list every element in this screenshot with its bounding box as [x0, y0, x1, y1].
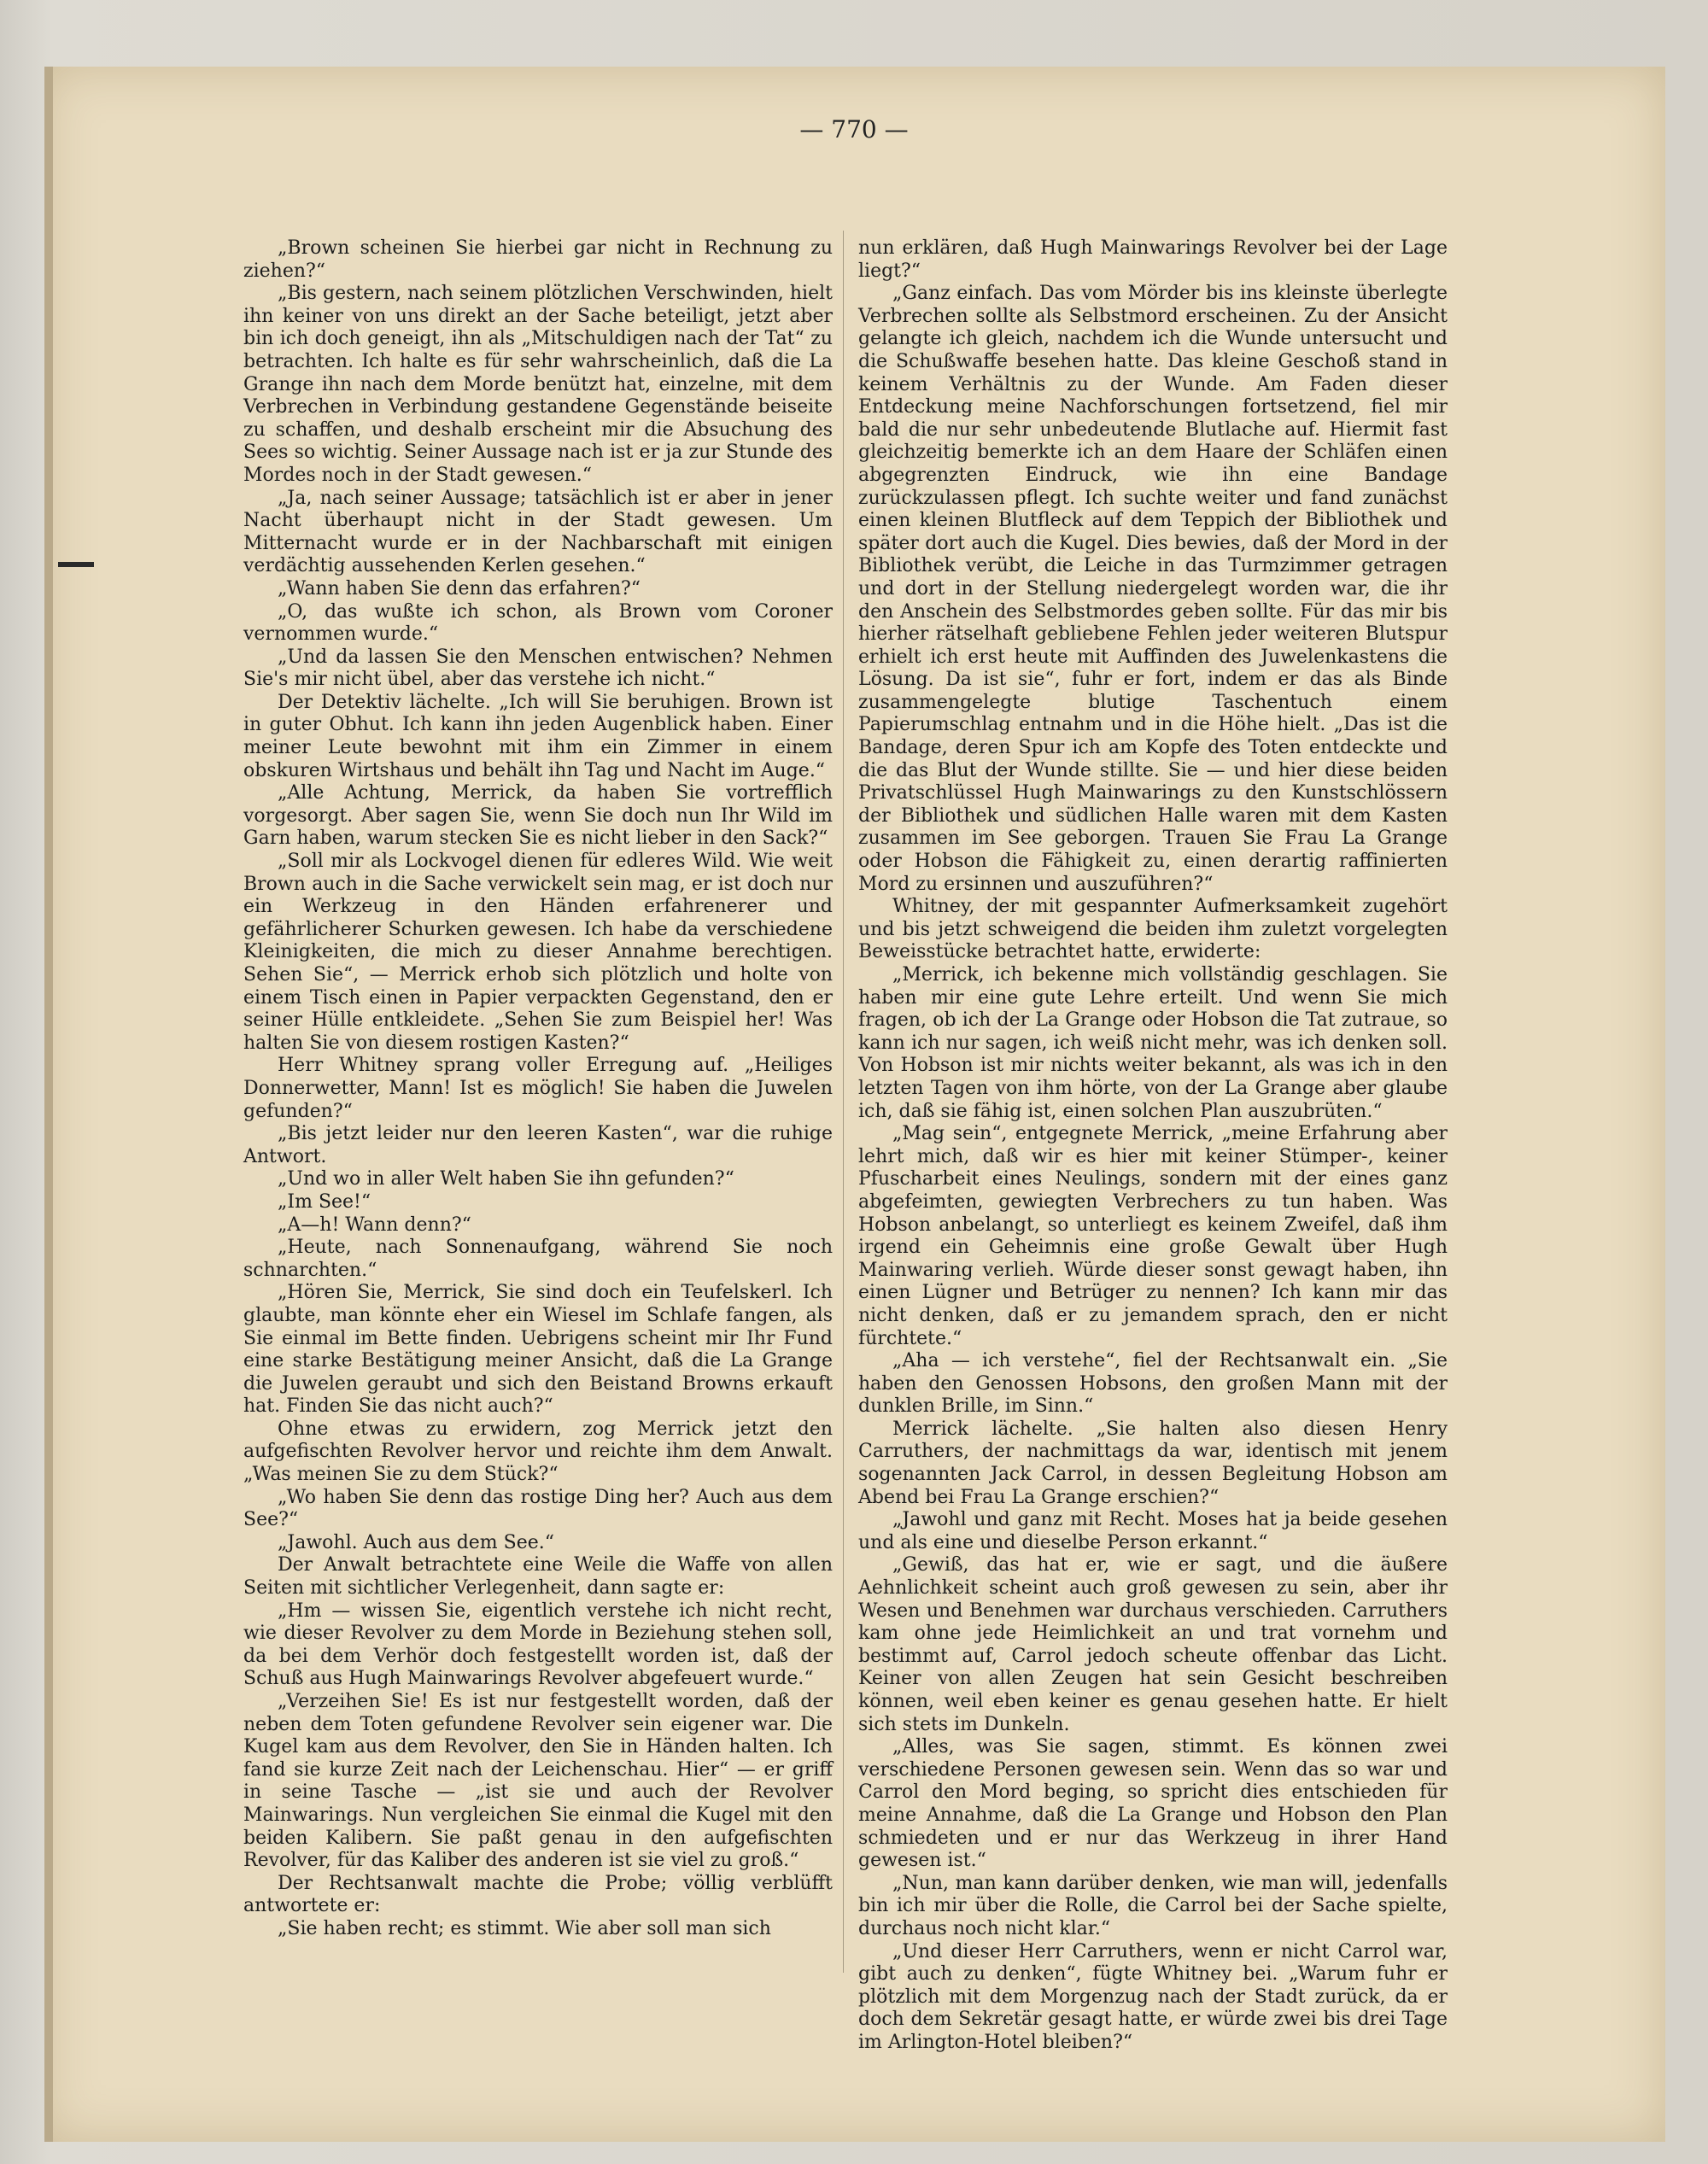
paragraph: „A—h! Wann denn?“ [278, 1214, 471, 1236]
margin-mark [58, 562, 94, 567]
paragraph: „Hm — wissen Sie, eigentlich verstehe ich nicht recht, wie dieser Revolver zu dem Morde in Beziehung stehen soll, da bei dem Verhör doch festgestellt worden ist, daß der Schuß aus Hugh Mainwarings Revolver abgefeuert wurde.“ [243, 1600, 833, 1690]
paragraph: „Mag sein“, entgegnete Merrick, „meine Erfahrung aber lehrt mich, daß wir es hier mit keiner Stümper-, keiner Pfuscharbeit eines Neulings, sondern mit der eines ganz abgefeimten, gewiegten Verbrechers zu tun haben. Was Hobson anbelangt, so unterliegt es keinem Zweifel, daß ihm irgend ein Geheimnis eine große Gewalt über Hugh Mainwaring verlieh. Würde dieser sonst gewagt haben, ihn einen Lügner und Betrüger zu nennen? Ich kann mir das nicht denken, daß er zu jemandem sprach, den er nicht fürchtete.“ [858, 1123, 1448, 1349]
paragraph: nun erklären, daß Hugh Mainwarings Revolver bei der Lage liegt?“ [858, 237, 1448, 282]
paragraph: „Ganz einfach. Das vom Mörder bis ins kleinste überlegte Verbrechen sollte als Selbstmord erscheinen. Zu der Ansicht gelangte ich gleich, nachdem ich die Wunde untersucht und die Schußwaffe besehen hatte. Das kleine Geschoß stand in keinem Verhältnis zu der Wunde. Am Faden dieser Entdeckung meine Nachforschungen fortsetzend, fiel mir bald die nur sehr unbedeutende Blutlache auf. Hiermit fast gleichzeitig bemerkte ich an dem Haare der Schläfen einen abgegrenzten Eindruck, wie ihn eine Bandage zurückzulassen pflegt. Ich suchte weiter und fand zunächst einen kleinen Blutfleck auf dem Teppich der Bibliothek und später dort auch die Kugel. Dies bewies, daß der Mord in der Bibliothek verübt, die Leiche in das Turmzimmer getragen und dort in der Stellung niedergelegt worden war, die ihr den Anschein des Selbstmordes geben sollte. Für das mir bis hierher rätselhaft gebliebene Fehlen jeder weiteren Blutspur erhielt ich erst heute mit Auffinden des Juwelenkastens die Lösung. Da ist sie“, fuhr er fort, indem er das als Binde zusammengelegte blutige Taschentuch einem Papierumschlag entnahm und in die Höhe hielt. „Das ist die Bandage, deren Spur ich am Kopfe des Toten entdeckte und die das Blut der Wunde stillte. Sie — und hier diese beiden Privatschlüssel Hugh Mainwarings zu den Kunstschlössern der Bibliothek und südlichen Halle waren mit dem Kasten zusammen im See geborgen. Trauen Sie Frau La Grange oder Hobson die Fähigkeit zu, einen derartig raffinierten Mord zu ersinnen und auszuführen?“ [858, 283, 1448, 895]
paragraph: „Hören Sie, Merrick, Sie sind doch ein Teufelskerl. Ich glaubte, man könnte eher ein Wiesel im Schlafe fangen, als Sie einmal im Bette finden. Uebrigens scheint mir Ihr Fund eine starke Bestätigung meiner Ansicht, daß die La Grange die Juwelen geraubt und sich den Beistand Browns erkauft hat. Finden Sie das nicht auch?“ [243, 1282, 833, 1418]
paragraph: „Und wo in aller Welt haben Sie ihn gefunden?“ [278, 1168, 734, 1190]
paragraph: „Merrick, ich bekenne mich vollständig geschlagen. Sie haben mir eine gute Lehre erteilt. Und wenn Sie mich fragen, ob ich der La Grange oder Hobson die Tat zutraue, so kann ich nur sagen, ich weiß nicht mehr, was ich denken soll. Von Hobson ist mir nichts weiter bekannt, als was ich in den letzten Tagen von ihm hörte, von der La Grange aber glaube ich, daß sie fähig ist, einen solchen Plan auszubrüten.“ [858, 964, 1448, 1122]
paragraph: „Und da lassen Sie den Menschen entwischen? Nehmen Sie's mir nicht übel, aber das verstehe ich nicht.“ [243, 646, 833, 691]
paragraph: „Wann haben Sie denn das erfahren?“ [278, 577, 641, 599]
paragraph: „Alles, was Sie sagen, stimmt. Es können zwei verschiedene Personen gewesen sein. Wenn das so war und Carrol den Mord beging, so spricht dies entschieden für meine Annahme, daß die La Grange und Hobson den Plan schmiedeten und er nur das Werkzeug in ihrer Hand gewesen ist.“ [858, 1736, 1448, 1872]
paragraph: „Gewiß, das hat er, wie er sagt, und die äußere Aehnlichkeit scheint auch groß gewesen zu sein, aber ihr Wesen und Benehmen war durchaus verschieden. Carruthers kam ohne jede Heimlichkeit an und trat vornehm und bestimmt auf, Carrol jedoch scheute offenbar das Licht. Keiner von allen Zeugen hat sein Gesicht beschreiben können, weil eben keiner es genau gesehen hatte. Er hielt sich stets im Dunkeln. [858, 1554, 1448, 1735]
paragraph: „Soll mir als Lockvogel dienen für edleres Wild. Wie weit Brown auch in die Sache verwickelt sein mag, er ist doch nur ein Werkzeug in den Händen erfahrenerer und gefährlicherer Schurken gewesen. Ich habe da verschiedene Kleinigkeiten, die mich zu dieser Annahme berechtigen. Sehen Sie“, — Merrick erhob sich plötzlich und holte von einem Tisch einen in Papier verpackten Gegenstand, den er seiner Hülle entkleidete. „Sehen Sie zum Beispiel her! Was halten Sie von diesem rostigen Kasten?“ [243, 851, 833, 1054]
paragraph: Ohne etwas zu erwidern, zog Merrick jetzt den aufgefischten Revolver hervor und reichte ihm dem Anwalt. „Was meinen Sie zu dem Stück?“ [243, 1418, 833, 1486]
page-number: — 770 — [799, 115, 909, 143]
left-column [243, 237, 833, 1971]
paragraph: „Im See!“ [278, 1190, 371, 1213]
paragraph: „Bis jetzt leider nur den leeren Kasten“, war die ruhige Antwort. [243, 1123, 833, 1167]
paragraph: „Brown scheinen Sie hierbei gar nicht in Rechnung zu ziehen?“ [243, 237, 833, 282]
paragraph: Der Anwalt betrachtete eine Weile die Waffe von allen Seiten mit sichtlicher Verlegenheit, dann sagte er: [243, 1554, 833, 1600]
paragraph: Herr Whitney sprang voller Erregung auf. „Heiliges Donnerwetter, Mann! Ist es möglich! Sie haben die Juwelen gefunden?“ [243, 1055, 833, 1122]
right-column [858, 237, 1448, 2053]
paragraph: „Heute, nach Sonnenaufgang, während Sie noch schnarchten.“ [243, 1237, 833, 1281]
paragraph: „Wo haben Sie denn das rostige Ding her? Auch aus dem See?“ [243, 1486, 833, 1531]
paragraph: „Sie haben recht; es stimmt. Wie aber soll man sich [278, 1917, 771, 1939]
page-edge [44, 67, 53, 2142]
paragraph: Der Rechtsanwalt machte die Probe; völlig verblüfft antwortete er: [243, 1872, 833, 1917]
paragraph: „O, das wußte ich schon, als Brown vom Coroner vernommen wurde.“ [243, 600, 833, 646]
paragraph: „Alle Achtung, Merrick, da haben Sie vortrefflich vorgesorgt. Aber sagen Sie, wenn Sie doch nun Ihr Wild im Garn haben, warum stecken Sie es nicht lieber in den Sack?“ [243, 782, 833, 850]
paragraph: „Ja, nach seiner Aussage; tatsächlich ist er aber in jener Nacht überhaupt nicht in der Stadt gewesen. Um Mitternacht wurde er in der Nachbarschaft mit einigen verdächtig aussehenden Kerlen gesehen.“ [243, 487, 833, 577]
paragraph: Der Detektiv lächelte. „Ich will Sie beruhigen. Brown ist in guter Obhut. Ich kann ihn jeden Augenblick haben. Einer meiner Leute bewohnt mit ihm ein Zimmer in einem obskuren Wirtshaus und behält ihn Tag und Nacht im Auge.“ [243, 691, 833, 781]
paragraph: „Bis gestern, nach seinem plötzlichen Verschwinden, hielt ihn keiner von uns direkt an der Sache beteiligt, jetzt aber bin ich doch geneigt, ihn als „Mitschuldigen nach der Tat“ zu betrachten. Ich halte es für sehr wahrscheinlich, daß die La Grange ihn nach dem Morde benützt hat, einzelne, mit dem Verbrechen in Verbindung gestandene Gegenstände beiseite zu schaffen, und deshalb erscheint mir die Absuchung des Sees so wichtig. Seiner Aussage nach ist er ja zur Stunde des Mordes noch in der Stadt gewesen.“ [243, 283, 833, 486]
paragraph: „Nun, man kann darüber denken, wie man will, jedenfalls bin ich mir über die Rolle, die Carrol bei der Sache spielte, durchaus noch nicht klar.“ [858, 1872, 1448, 1939]
column-divider [843, 231, 844, 1973]
paragraph: „Verzeihen Sie! Es ist nur festgestellt worden, daß der neben dem Toten gefundene Revolver sein eigener war. Die Kugel kam aus dem Revolver, den Sie in Händen halten. Ich fand sie kurze Zeit nach der Leichenschau. Hier“ — er griff in seine Tasche — „ist sie und auch der Revolver Mainwarings. Nun vergleichen Sie einmal die Kugel mit den beiden Kalibern. Sie paßt genau in den aufgefischten Revolver, für das Kaliber des anderen ist sie viel zu groß.“ [243, 1691, 833, 1872]
paragraph: „Jawohl. Auch aus dem See.“ [278, 1531, 555, 1553]
paragraph: „Und dieser Herr Carruthers, wenn er nicht Carrol war, gibt auch zu denken“, fügte Whitney bei. „Warum fuhr er plötzlich mit dem Morgenzug nach der Stadt zurück, da er doch dem Sekretär gesagt hatte, er würde zwei bis drei Tage im Arlington-Hotel bleiben?“ [858, 1940, 1448, 2053]
paragraph: „Aha — ich verstehe“, fiel der Rechtsanwalt ein. „Sie haben den Genossen Hobsons, den großen Mann mit der dunklen Brille, im Sinn.“ [858, 1350, 1448, 1418]
paragraph: Merrick lächelte. „Sie halten also diesen Henry Carruthers, der nachmittags da war, identisch mit jenem sogenannten Jack Carrol, in dessen Begleitung Hobson am Abend bei Frau La Grange erschien?“ [858, 1418, 1448, 1508]
paragraph: Whitney, der mit gespannter Aufmerksamkeit zugehört und bis jetzt schweigend die beiden ihm zuletzt vorgelegten Beweisstücke betrachtet hatte, erwiderte: [858, 896, 1448, 963]
paragraph: „Jawohl und ganz mit Recht. Moses hat ja beide gesehen und als eine und dieselbe Person erkannt.“ [858, 1509, 1448, 1553]
